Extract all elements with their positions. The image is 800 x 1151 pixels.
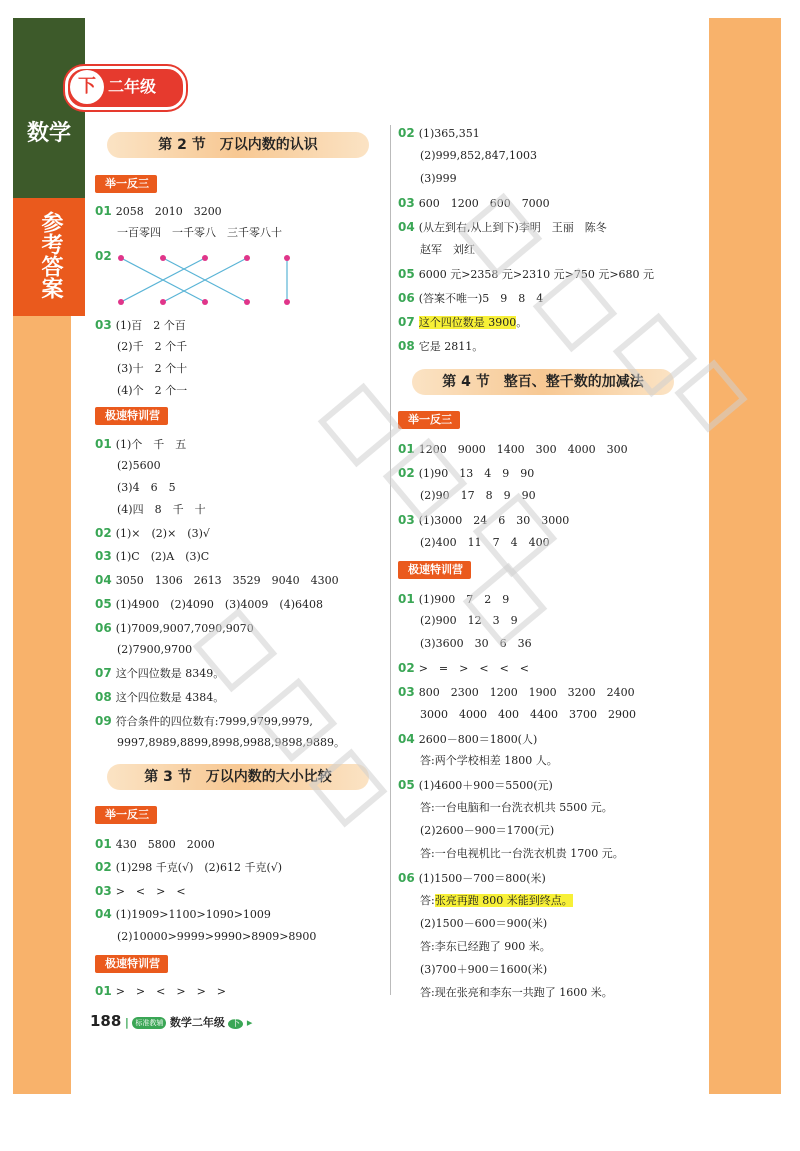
subject-tab <box>13 18 85 198</box>
answers-label: 参考答案 <box>38 211 63 299</box>
answer-line: 赵军 刘红 <box>420 243 475 256</box>
practice-tag: 举一反三 <box>95 175 157 193</box>
answer-line: 3000 4000 400 4400 3700 2900 <box>420 708 636 721</box>
answer-line: 01 2058 2010 3200 <box>95 204 222 218</box>
answer-line: 答:两个学校相差 1800 人。 <box>420 754 558 767</box>
practice-tag: 举一反三 <box>398 411 460 429</box>
footer-volume: 下 <box>228 1019 243 1029</box>
arrow-icon: ▸ <box>246 1016 253 1029</box>
answer-line: 04 2600－800＝1800(人) <box>398 732 538 746</box>
volume-circle: 下 <box>70 70 104 104</box>
practice-tag: 举一反三 <box>95 806 157 824</box>
subject-label: 数学 <box>26 121 71 146</box>
answer-line: 05 6000 元>2358 元>2310 元>750 元>680 元 <box>398 267 655 281</box>
answer-line: (3)999 <box>420 172 457 185</box>
answer-line: 04 3050 1306 2613 3529 9040 4300 <box>95 573 339 587</box>
answer-line: 08 它是 2811。 <box>398 339 484 353</box>
section-3-title: 第 3 节 万以内数的大小比较 <box>107 764 369 790</box>
answer-line: 答:一台电视机比一台洗衣机贵 1700 元。 <box>420 847 624 860</box>
answer-line: 01 430 5800 2000 <box>95 837 215 851</box>
answer-line: (2)5600 <box>117 459 161 472</box>
answer-line: 01 (1)个 千 五 <box>95 437 187 451</box>
answer-line: (2)90 17 8 9 90 <box>420 489 536 502</box>
footer: 188 | 标准教辅 数学二年级 下 ▸ <box>90 1012 253 1030</box>
answer-line: 02 > = > < < < <box>398 661 530 675</box>
column-divider <box>390 125 391 995</box>
answer-line: (2)千 2 个千 <box>117 340 188 353</box>
answer-line: 答:张亮再跑 800 米能到终点。 <box>420 894 573 907</box>
watermark-shape <box>473 493 558 578</box>
answer-line: 03 800 2300 1200 1900 3200 2400 <box>398 685 635 699</box>
section-2-title: 第 2 节 万以内数的认识 <box>107 132 369 158</box>
answer-line: (2)1500－600＝900(米) <box>420 917 548 930</box>
answer-line: 9997,8989,8899,8998,9988,9898,9889。 <box>117 736 345 749</box>
matching-diagram <box>115 252 295 307</box>
answer-line: 03 (1)百 2 个百 <box>95 318 186 332</box>
answer-line: (3)700＋900＝1600(米) <box>420 963 548 976</box>
answer-line: 04 (从左到右,从上到下)李明 王丽 陈冬 <box>398 220 607 234</box>
answer-line: (2)900 12 3 9 <box>420 614 518 627</box>
answer-line: 05 (1)4600＋900＝5500(元) <box>398 778 553 792</box>
answer-line: (3)4 6 5 <box>117 481 176 494</box>
grade-label: 二年级 <box>108 77 157 96</box>
section-4-title: 第 4 节 整百、整千数的加减法 <box>412 369 674 395</box>
answer-line: 08 这个四位数是 4384。 <box>95 690 225 704</box>
answer-line: 02 (1)90 13 4 9 90 <box>398 466 535 480</box>
answer-line: (2)400 11 7 4 400 <box>420 536 550 549</box>
answer-line: 01 (1)900 7 2 9 <box>398 592 510 606</box>
drill-tag: 极速特训营 <box>95 407 168 425</box>
answer-line: 02 (1)365,351 <box>398 126 480 140</box>
answer-line: 09 符合条件的四位数有:7999,9799,9979, <box>95 714 313 728</box>
drill-tag: 极速特训营 <box>95 955 168 973</box>
watermark-shape <box>463 563 548 648</box>
watermark-shape <box>309 749 388 828</box>
answer-line: 03 600 1200 600 7000 <box>398 196 550 210</box>
answer-line: (3)十 2 个十 <box>117 362 188 375</box>
answer-line: (2)10000>9999>9990>8909>8900 <box>117 930 317 943</box>
right-margin-strip <box>709 18 781 1094</box>
answer-line: (3)3600 30 6 36 <box>420 637 532 650</box>
footer-title: 数学二年级 <box>169 1016 225 1029</box>
answer-line: 06 (1)1500－700＝800(米) <box>398 871 546 885</box>
answer-line: (2)7900,9700 <box>117 643 193 656</box>
drill-tag: 极速特训营 <box>398 561 471 579</box>
answer-line: 03 (1)3000 24 6 30 3000 <box>398 513 570 527</box>
answer-line: 03 > < > < <box>95 884 186 898</box>
answer-line: 答:李东已经跑了 900 米。 <box>420 940 551 953</box>
answer-line: 01 > > < > > > <box>95 984 227 998</box>
answer-line: (2)2600－900＝1700(元) <box>420 824 555 837</box>
answer-line: 06 (答案不唯一)5 9 8 4 <box>398 291 544 305</box>
answer-line: 答:现在张亮和李东一共跑了 1600 米。 <box>420 986 613 999</box>
answer-line: 07 这个四位数是 8349。 <box>95 666 225 680</box>
highlight: 这个四位数是 3900 <box>418 316 517 329</box>
answer-line: 01 1200 9000 1400 300 4000 300 <box>398 442 628 456</box>
answer-line: 02 <box>95 249 112 263</box>
answer-line: 一百零四 一千零八 三千零八十 <box>117 226 282 239</box>
answer-line: (4)个 2 个一 <box>117 384 188 397</box>
answer-line: (2)999,852,847,1003 <box>420 149 538 162</box>
answer-line: 03 (1)C (2)A (3)C <box>95 549 210 563</box>
highlight: 张亮再跑 800 米能到终点。 <box>434 894 573 907</box>
answer-line: 02 (1)× (2)× (3)√ <box>95 526 210 540</box>
page-number: 188 <box>90 1012 122 1030</box>
answer-line: 05 (1)4900 (2)4090 (3)4009 (4)6408 <box>95 597 324 611</box>
answer-line: 答:一台电脑和一台洗衣机共 5500 元。 <box>420 801 613 814</box>
answer-line: 02 (1)298 千克(√) (2)612 千克(√) <box>95 860 283 874</box>
answer-line: 06 (1)7009,9007,7090,9070 <box>95 621 254 635</box>
publisher-badge: 标准教辅 <box>132 1017 166 1029</box>
answer-line: 04 (1)1909>1100>1090>1009 <box>95 907 271 921</box>
answer-line: (4)四 8 千 十 <box>117 503 206 516</box>
answer-line: 07 这个四位数是 3900。 <box>398 315 528 329</box>
